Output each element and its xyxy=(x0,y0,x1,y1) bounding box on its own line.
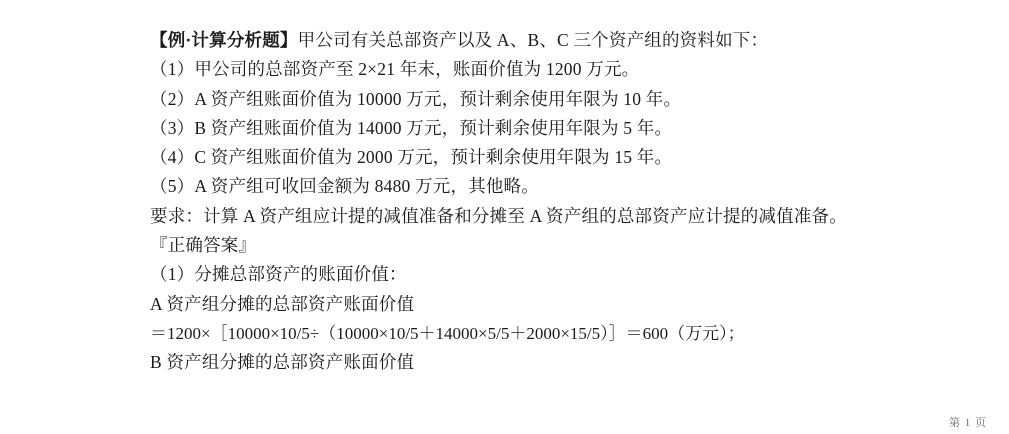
fact-item-5: （5）A 资产组可收回金额为 8480 万元，其他略。 xyxy=(150,176,539,197)
example-heading-label: 【例·计算分析题】 xyxy=(150,30,298,50)
answer-step-1: （1）分摊总部资产的账面价值： xyxy=(150,264,407,285)
fact-item-2: （2）A 资产组账面价值为 10000 万元，预计剩余使用年限为 10 年。 xyxy=(150,88,682,109)
answer-label: 『正确答案』 xyxy=(150,235,257,256)
example-heading-text: 甲公司有关总部资产以及 A、B、C 三个资产组的资料如下： xyxy=(297,30,769,50)
fact-item-4: （4）C 资产组账面价值为 2000 万元，预计剩余使用年限为 15 年。 xyxy=(150,147,673,168)
group-b-allocation-label: B 资产组分摊的总部资产账面价值 xyxy=(150,352,415,373)
example-heading xyxy=(150,26,949,55)
requirement-line: 要求：计算 A 资产组应计提的减值准备和分摊至 A 资产组的总部资产应计提的减值准备。 xyxy=(150,205,847,226)
page-footer: 第 1 页 xyxy=(949,417,987,429)
group-a-allocation-formula: ＝1200×［10000×10/5÷（10000×10/5＋14000×5/5＋2000×15/5）］＝600（万元）； xyxy=(150,323,745,343)
group-a-allocation-label: A 资产组分摊的总部资产账面价值 xyxy=(150,293,415,314)
fact-item-1: （1）甲公司的总部资产至 2×21 年末，账面价值为 1200 万元。 xyxy=(150,59,640,80)
fact-item-3: （3）B 资产组账面价值为 14000 万元，预计剩余使用年限为 5 年。 xyxy=(150,117,673,138)
